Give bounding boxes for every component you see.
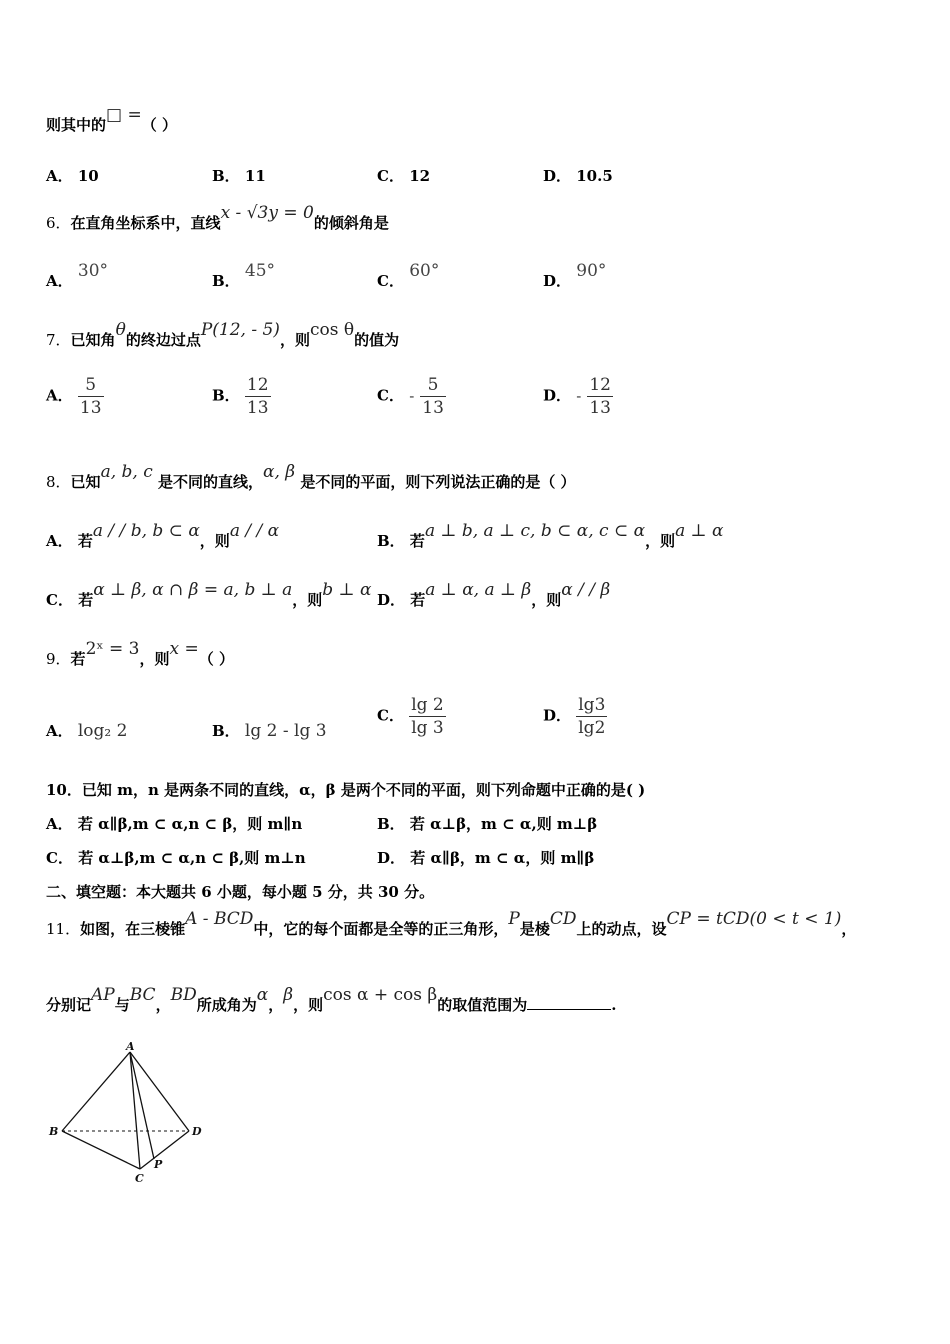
q9-stem: 9．若2ˣ = 3，则x =（ ） — [46, 639, 234, 668]
q8-option-a[interactable]: A． 若a / / b, b ⊂ α，则a / / α — [46, 521, 280, 550]
q5-option-a[interactable]: A． 10 — [46, 167, 99, 185]
q8-option-b[interactable]: B． 若a ⊥ b, a ⊥ c, b ⊂ α, c ⊂ α，则a ⊥ α — [377, 521, 724, 550]
q6-option-c[interactable]: C． 60° — [377, 261, 440, 290]
q9-option-c[interactable]: C． $\frac{\lg 2}{\lg 3}$ — [377, 695, 444, 738]
label-p: P — [154, 1158, 163, 1171]
q10-option-a[interactable]: A． 若 α∥β,m ⊂ α,n ⊂ β，则 m∥n — [46, 815, 303, 833]
q8-option-d[interactable]: D． 若a ⊥ α, a ⊥ β，则α / / β — [377, 580, 611, 609]
q5-option-c[interactable]: C． 12 — [377, 167, 431, 185]
q7-option-a[interactable]: A． $\frac{5}{13}$ — [46, 375, 102, 418]
q6-stem: 6．在直角坐标系中，直线x - √3y = 0的倾斜角是 — [46, 203, 389, 232]
edge-cd — [140, 1131, 189, 1169]
q9-option-d[interactable]: D． $\frac{\lg 3}{\lg 2}$ — [543, 695, 606, 738]
q10-option-d[interactable]: D． 若 α∥β，m ⊂ α，则 m∥β — [377, 849, 595, 867]
q8-option-c[interactable]: C． 若α ⊥ β, α ∩ β = a, b ⊥ a，则b ⊥ α — [46, 580, 372, 609]
q6-option-d[interactable]: D． 90° — [543, 261, 607, 290]
q6-line-equation: x - √3y = 0 — [220, 203, 314, 223]
q11-stem-line1: 11．如图，在三棱锥A - BCD中，它的每个面都是全等的正三角形，P是棱CD上的动点，设CP = tCD(0 < t < 1)， — [46, 909, 857, 938]
q5-option-b[interactable]: B． 11 — [212, 167, 266, 185]
q6-option-b[interactable]: B． 45° — [212, 261, 276, 290]
q7-option-c[interactable]: C． - $\frac{5}{13}$ — [377, 375, 444, 418]
edge-bc — [62, 1131, 140, 1169]
q5-stem: 则其中的□ =（ ） — [46, 105, 177, 134]
label-c: C — [135, 1172, 144, 1185]
q5-option-d[interactable]: D． 10.5 — [543, 167, 613, 185]
answer-blank[interactable] — [527, 995, 611, 1010]
label-b: B — [49, 1125, 59, 1138]
section-heading: 二、填空题：本大题共 6 小题，每小题 5 分，共 30 分。 — [46, 883, 435, 901]
q8-stem: 8．已知a, b, c 是不同的直线，α, β 是不同的平面，则下列说法正确的是（ ） — [46, 462, 576, 491]
edge-ac — [130, 1052, 140, 1169]
tetrahedron-figure — [46, 1038, 216, 1192]
q9-option-a[interactable]: A． log₂ 2 — [46, 721, 128, 741]
q7-option-b[interactable]: B． $\frac{12}{13}$ — [212, 375, 269, 418]
q9-option-b[interactable]: B． lg 2 - lg 3 — [212, 721, 327, 741]
q6-option-a[interactable]: A． 30° — [46, 261, 109, 290]
edge-ab — [62, 1052, 130, 1131]
q10-option-b[interactable]: B． 若 α⊥β，m ⊂ α,则 m⊥β — [377, 815, 598, 833]
tetrahedron-diagram — [46, 1038, 216, 1188]
q5-symbol: □ = — [106, 105, 142, 125]
label-d: D — [192, 1125, 202, 1138]
q10-option-c[interactable]: C． 若 α⊥β,m ⊂ α,n ⊂ β,则 m⊥n — [46, 849, 306, 867]
q7-option-d[interactable]: D． - $\frac{12}{13}$ — [543, 375, 611, 418]
q7-stem: 7．已知角θ的终边过点P(12, - 5)，则cos θ的值为 — [46, 320, 400, 349]
q10-stem: 10．已知 m，n 是两条不同的直线，α，β 是两个不同的平面，则下列命题中正确的是( ) — [46, 781, 646, 799]
q11-stem-line2: 分别记AP与BC，BD所成角为α，β，则cos α + cos β的取值范围为 . — [46, 985, 617, 1014]
label-a: A — [126, 1040, 135, 1053]
q7-point: P(12, - 5) — [200, 320, 280, 340]
